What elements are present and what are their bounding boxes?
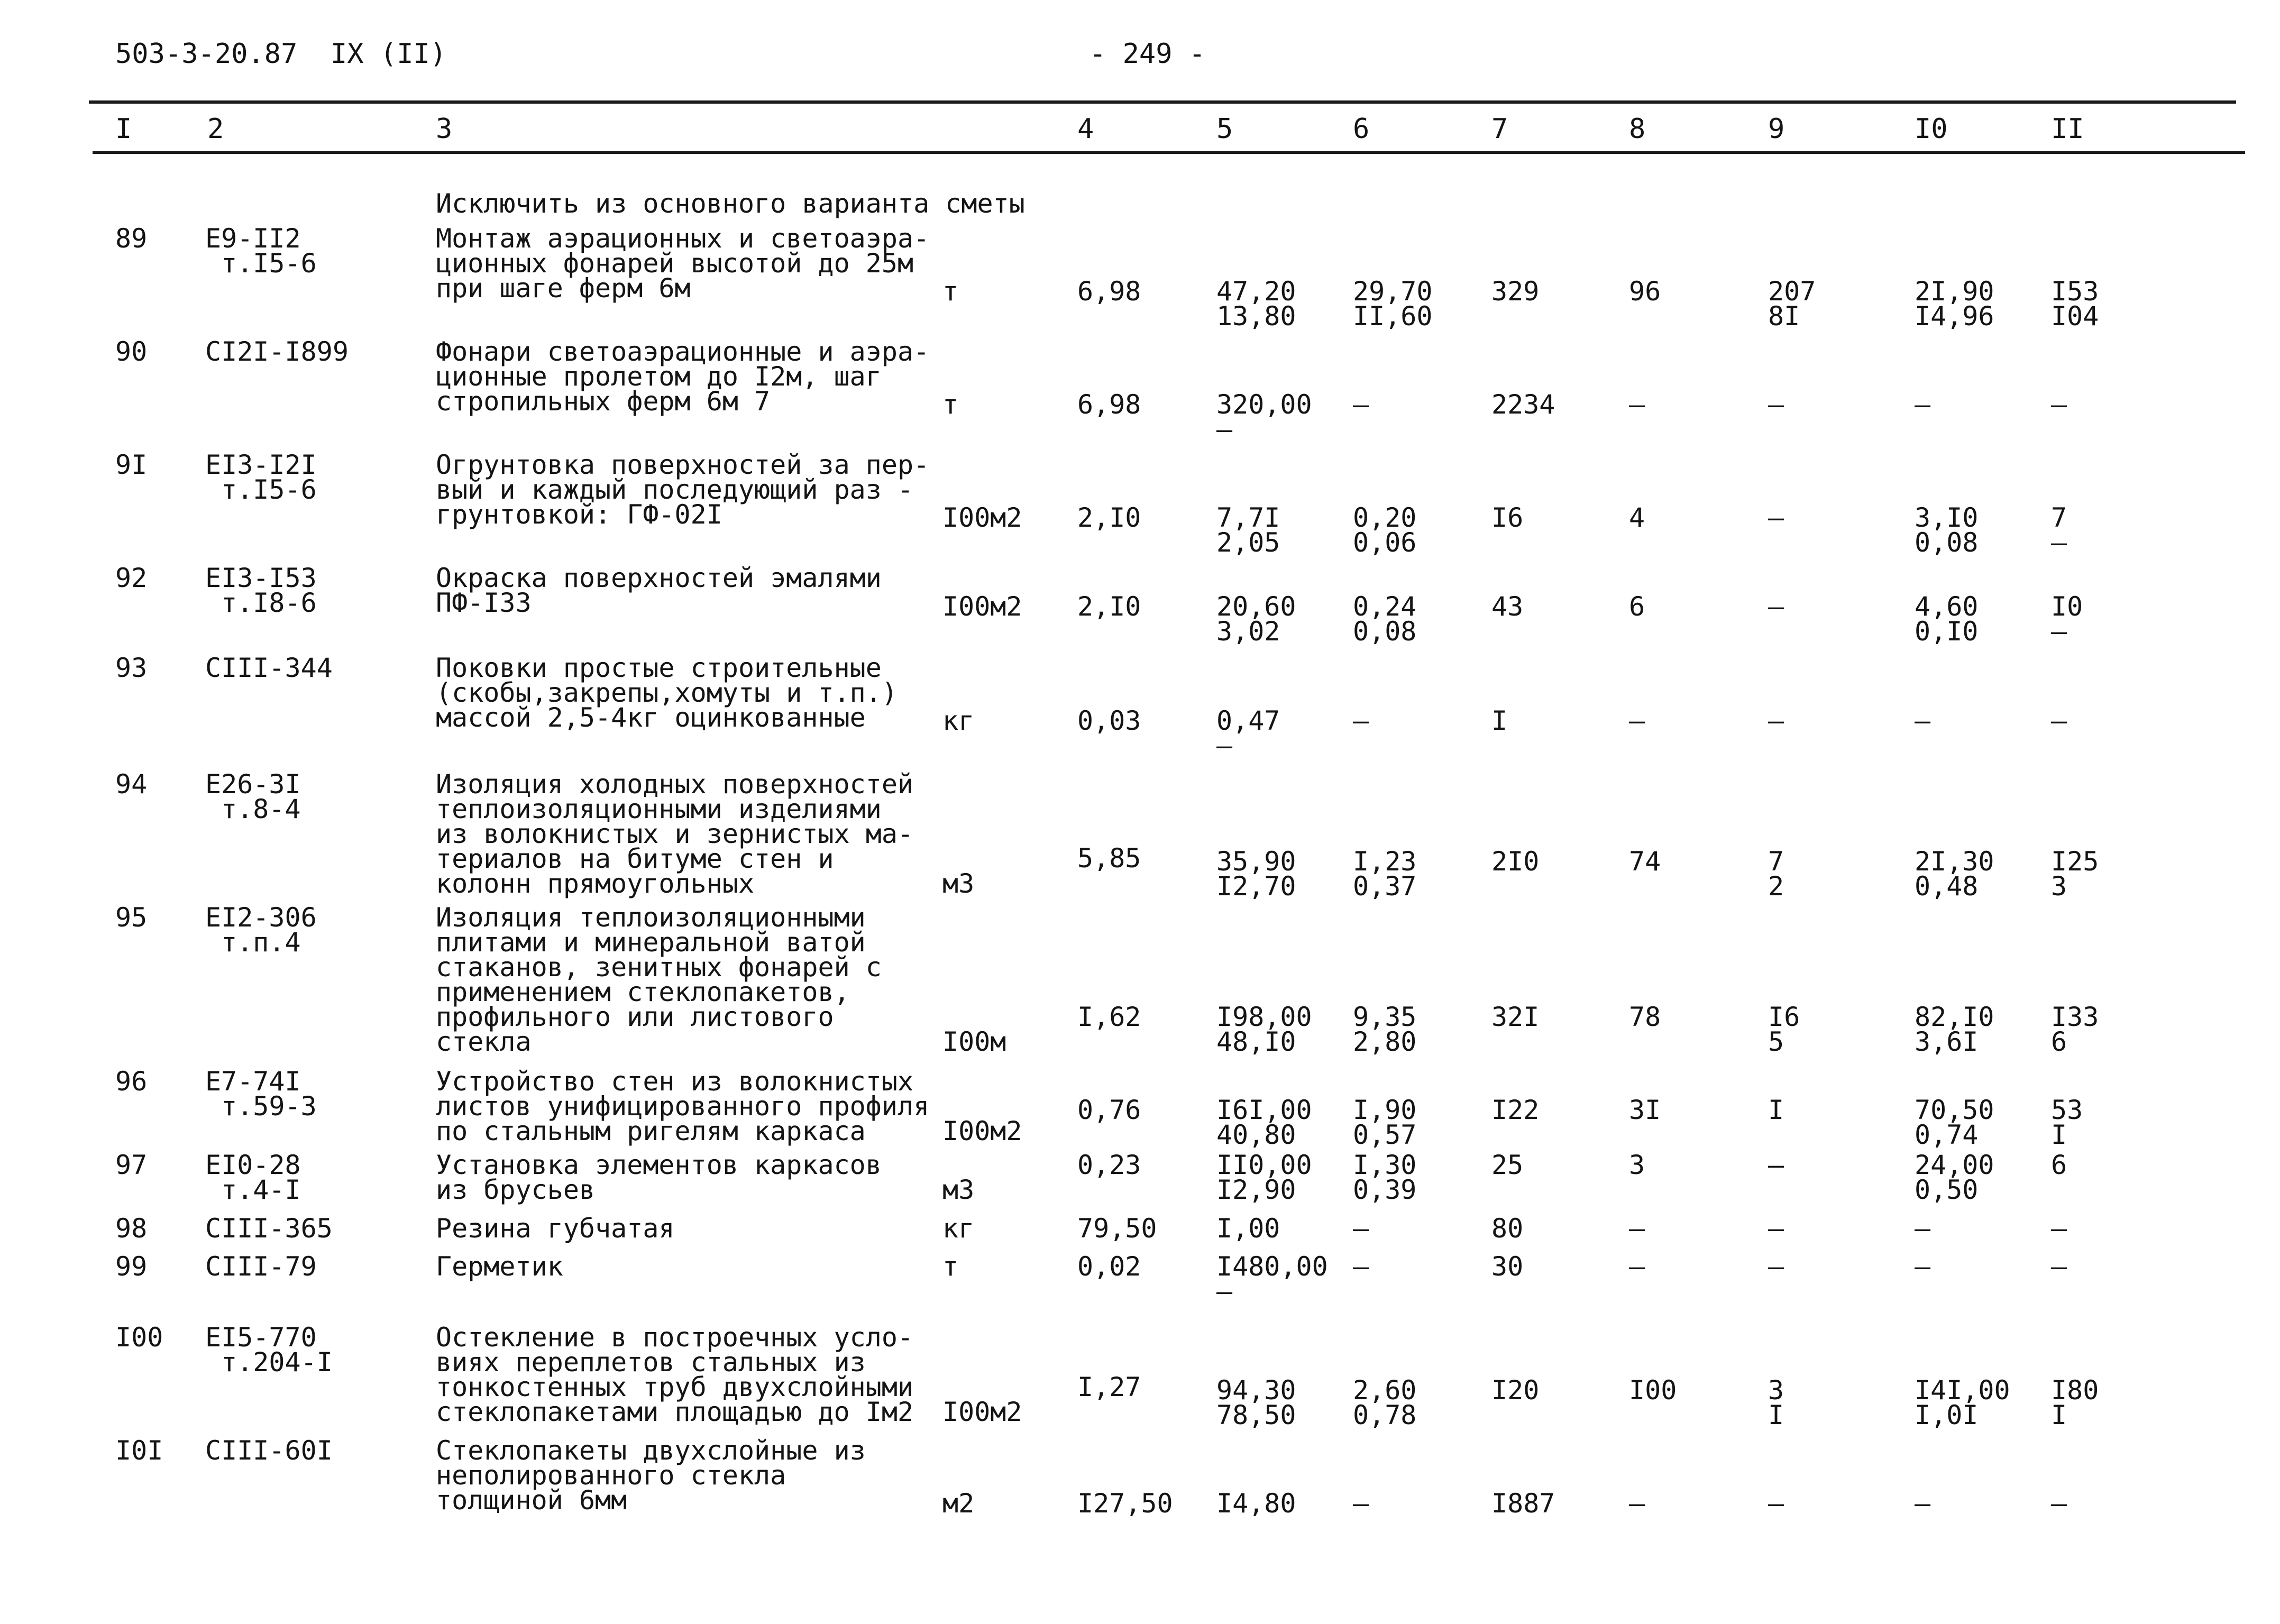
col9-value: –	[1768, 591, 1784, 622]
table-top-rule	[89, 100, 2236, 104]
col5-value: I4,80	[1216, 1488, 1296, 1519]
row-number: 9I	[115, 449, 148, 480]
quantity: 0,02	[1077, 1251, 1141, 1282]
row-number: 89	[115, 223, 148, 254]
col7-value: I20	[1491, 1375, 1540, 1406]
rate-code: CIII-344	[205, 653, 333, 683]
unit: м2	[942, 1488, 975, 1519]
col10-value: 24,00 0,50	[1915, 1150, 1994, 1205]
col10-value: I4I,00 I,0I	[1915, 1375, 2010, 1430]
work-description: Изоляция холодных поверхностей теплоизоляционными изделиями из волокнистых и зернистых ма- териалов на битуме стен и колонн прямоугольных	[436, 769, 914, 899]
col7-value: 329	[1491, 276, 1540, 307]
quantity: 6,98	[1077, 276, 1141, 307]
col6-value: 0,20 0,06	[1353, 502, 1417, 558]
col6-value: –	[1353, 1488, 1369, 1519]
col11-value: 53 I	[2051, 1095, 2083, 1150]
row-number: 97	[115, 1150, 148, 1180]
work-description: Огрунтовка поверхностей за пер- вый и каждый последующий раз - грунтовкой: ГФ-02I	[436, 449, 930, 530]
work-description: Окраска поверхностей эмалями ПФ-I33	[436, 563, 882, 618]
col6-value: –	[1353, 705, 1369, 736]
row-number: 96	[115, 1066, 148, 1097]
quantity: 2,I0	[1077, 502, 1141, 533]
col5-value: 320,00 –	[1216, 389, 1312, 445]
col11-value: I53 I04	[2051, 276, 2099, 332]
col5-value: 0,47 –	[1216, 705, 1280, 761]
rate-code: CI2I-I899	[205, 336, 349, 367]
col8-value: –	[1629, 389, 1645, 420]
col7-value: 43	[1491, 591, 1524, 622]
col7-value: 25	[1491, 1150, 1524, 1180]
row-number: 92	[115, 563, 148, 593]
table-header-bottom-rule	[93, 151, 2245, 154]
col11-value: I80 I	[2051, 1375, 2099, 1430]
col8-value: 6	[1629, 591, 1645, 622]
rate-code: CIII-365	[205, 1213, 333, 1244]
col10-value: –	[1915, 705, 1931, 736]
rate-code: CIII-79	[205, 1251, 317, 1282]
quantity: 0,76	[1077, 1095, 1141, 1125]
unit: I00м2	[942, 591, 1022, 622]
work-description: Монтаж аэрационных и светоаэра- ционных фонарей высотой до 25м при шаге ферм 6м	[436, 223, 930, 304]
col8-value: 74	[1629, 846, 1661, 877]
row-number: 90	[115, 336, 148, 367]
unit: т	[942, 1251, 959, 1282]
col10-value: 2I,90 I4,96	[1915, 276, 1994, 332]
document-code: 503-3-20.87 IX (II)	[115, 38, 447, 70]
unit: т	[942, 389, 959, 420]
col8-value: 3	[1629, 1150, 1645, 1180]
column-header: II	[2051, 113, 2084, 145]
col9-value: –	[1768, 502, 1784, 533]
row-number: 98	[115, 1213, 148, 1244]
col11-value: –	[2051, 389, 2067, 420]
row-number: I00	[115, 1322, 163, 1353]
work-description: Изоляция теплоизоляционными плитами и минеральной ватой стаканов, зенитных фонарей с применением стеклопакетов, профильного или листового стекла	[436, 902, 882, 1057]
col9-value: –	[1768, 705, 1784, 736]
rate-code: EI5-770 т.204-I	[205, 1322, 333, 1378]
col10-value: –	[1915, 1488, 1931, 1519]
col6-value: –	[1353, 1251, 1369, 1282]
work-description: Поковки простые строительные (скобы,закрепы,хомуты и т.п.) массой 2,5-4кг оцинкованные	[436, 653, 898, 733]
column-header: 9	[1768, 113, 1785, 145]
col7-value: I22	[1491, 1095, 1540, 1125]
row-number: I0I	[115, 1435, 163, 1466]
col9-value: –	[1768, 1213, 1784, 1244]
col6-value: I,23 0,37	[1353, 846, 1417, 902]
col7-value: 2I0	[1491, 846, 1540, 877]
rate-code: EI2-306 т.п.4	[205, 902, 317, 958]
quantity: 0,23	[1077, 1150, 1141, 1180]
column-header: 7	[1491, 113, 1508, 145]
column-header: I0	[1915, 113, 1948, 145]
rate-code: CIII-60I	[205, 1435, 333, 1466]
col7-value: 2234	[1491, 389, 1555, 420]
col5-value: I6I,00 40,80	[1216, 1095, 1312, 1150]
rate-code: E9-II2 т.I5-6	[205, 223, 317, 279]
col8-value: 3I	[1629, 1095, 1661, 1125]
col7-value: I6	[1491, 502, 1524, 533]
col6-value: –	[1353, 1213, 1369, 1244]
col11-value: I33 6	[2051, 1002, 2099, 1057]
col6-value: –	[1353, 389, 1369, 420]
col9-value: 3 I	[1768, 1375, 1784, 1430]
work-description: Установка элементов каркасов из брусьев	[436, 1150, 882, 1205]
row-number: 95	[115, 902, 148, 933]
col8-value: –	[1629, 705, 1645, 736]
unit: I00м2	[942, 502, 1022, 533]
col10-value: –	[1915, 1251, 1931, 1282]
col8-value: –	[1629, 1488, 1645, 1519]
column-header: 8	[1629, 113, 1646, 145]
col6-value: 9,35 2,80	[1353, 1002, 1417, 1057]
col10-value: 70,50 0,74	[1915, 1095, 1994, 1150]
col8-value: I00	[1629, 1375, 1677, 1406]
col6-value: 2,60 0,78	[1353, 1375, 1417, 1430]
col11-value: I25 3	[2051, 846, 2099, 902]
col10-value: 3,I0 0,08	[1915, 502, 1979, 558]
col10-value: 2I,30 0,48	[1915, 846, 1994, 902]
col5-value: I98,00 48,I0	[1216, 1002, 1312, 1057]
quantity: 0,03	[1077, 705, 1141, 736]
col11-value: 6	[2051, 1150, 2067, 1180]
col9-value: 7 2	[1768, 846, 1784, 902]
col5-value: 47,20 13,80	[1216, 276, 1296, 332]
col7-value: 32I	[1491, 1002, 1540, 1032]
col11-value: I0 –	[2051, 591, 2083, 647]
quantity: 6,98	[1077, 389, 1141, 420]
unit: м3	[942, 1175, 975, 1205]
section-note: Исключить из основного варианта сметы	[436, 188, 1025, 219]
unit: т	[942, 276, 959, 307]
work-description: Стеклопакеты двухслойные из неполированного стекла толщиной 6мм	[436, 1435, 866, 1516]
work-description: Герметик	[436, 1251, 563, 1282]
column-header: 3	[436, 113, 453, 145]
col5-value: 94,30 78,50	[1216, 1375, 1296, 1430]
unit: м3	[942, 868, 975, 899]
col5-value: I,00	[1216, 1213, 1280, 1244]
column-header: 6	[1353, 113, 1370, 145]
row-number: 94	[115, 769, 148, 800]
col9-value: –	[1768, 1251, 1784, 1282]
col11-value: –	[2051, 705, 2067, 736]
col11-value: –	[2051, 1251, 2067, 1282]
rate-code: E7-74I т.59-3	[205, 1066, 317, 1122]
page-number: - 249 -	[1089, 38, 1206, 70]
work-description: Фонари светоаэрационные и аэра- ционные пролетом до I2м, шаг стропильных ферм 6м 7	[436, 336, 930, 417]
rate-code: EI3-I2I т.I5-6	[205, 449, 317, 505]
col10-value: 82,I0 3,6I	[1915, 1002, 1994, 1057]
quantity: 5,85	[1077, 843, 1141, 874]
col5-value: I480,00 –	[1216, 1251, 1328, 1307]
col10-value: –	[1915, 389, 1931, 420]
col10-value: 4,60 0,I0	[1915, 591, 1979, 647]
col6-value: 0,24 0,08	[1353, 591, 1417, 647]
col9-value: I	[1768, 1095, 1784, 1125]
col7-value: 30	[1491, 1251, 1524, 1282]
quantity: 79,50	[1077, 1213, 1157, 1244]
column-header: 4	[1077, 113, 1094, 145]
col7-value: I	[1491, 705, 1508, 736]
work-description: Устройство стен из волокнистых листов унифицированного профиля по стальным ригелям каркаса	[436, 1066, 930, 1146]
col6-value: I,90 0,57	[1353, 1095, 1417, 1150]
rate-code: EI0-28 т.4-I	[205, 1150, 301, 1205]
col7-value: 80	[1491, 1213, 1524, 1244]
unit: кг	[942, 1213, 975, 1244]
col9-value: –	[1768, 1488, 1784, 1519]
col7-value: I887	[1491, 1488, 1555, 1519]
row-number: 99	[115, 1251, 148, 1282]
col11-value: –	[2051, 1488, 2067, 1519]
col11-value: –	[2051, 1213, 2067, 1244]
column-header: 5	[1216, 113, 1233, 145]
col10-value: –	[1915, 1213, 1931, 1244]
col9-value: 207 8I	[1768, 276, 1816, 332]
col8-value: 96	[1629, 276, 1661, 307]
unit: I00м2	[942, 1397, 1022, 1427]
quantity: I,62	[1077, 1002, 1141, 1032]
col6-value: 29,70 II,60	[1353, 276, 1433, 332]
work-description: Резина губчатая	[436, 1213, 675, 1244]
col8-value: 78	[1629, 1002, 1661, 1032]
unit: кг	[942, 705, 975, 736]
col8-value: –	[1629, 1251, 1645, 1282]
column-header: 2	[207, 113, 224, 145]
rate-code: EI3-I53 т.I8-6	[205, 563, 317, 618]
col8-value: –	[1629, 1213, 1645, 1244]
col9-value: –	[1768, 1150, 1784, 1180]
col5-value: 7,7I 2,05	[1216, 502, 1280, 558]
col5-value: II0,00 I2,90	[1216, 1150, 1312, 1205]
col6-value: I,30 0,39	[1353, 1150, 1417, 1205]
column-header: I	[115, 113, 132, 145]
unit: I00м	[942, 1026, 1006, 1057]
row-number: 93	[115, 653, 148, 683]
quantity: I27,50	[1077, 1488, 1173, 1519]
col5-value: 35,90 I2,70	[1216, 846, 1296, 902]
col8-value: 4	[1629, 502, 1645, 533]
quantity: I,27	[1077, 1372, 1141, 1402]
quantity: 2,I0	[1077, 591, 1141, 622]
col5-value: 20,60 3,02	[1216, 591, 1296, 647]
col9-value: –	[1768, 389, 1784, 420]
work-description: Остекление в построечных усло- виях переплетов стальных из тонкостенных труб двухслойными стеклопакетами площадью до Iм2	[436, 1322, 914, 1427]
col9-value: I6 5	[1768, 1002, 1800, 1057]
rate-code: E26-3I т.8-4	[205, 769, 301, 824]
unit: I00м2	[942, 1116, 1022, 1146]
col11-value: 7 –	[2051, 502, 2067, 558]
